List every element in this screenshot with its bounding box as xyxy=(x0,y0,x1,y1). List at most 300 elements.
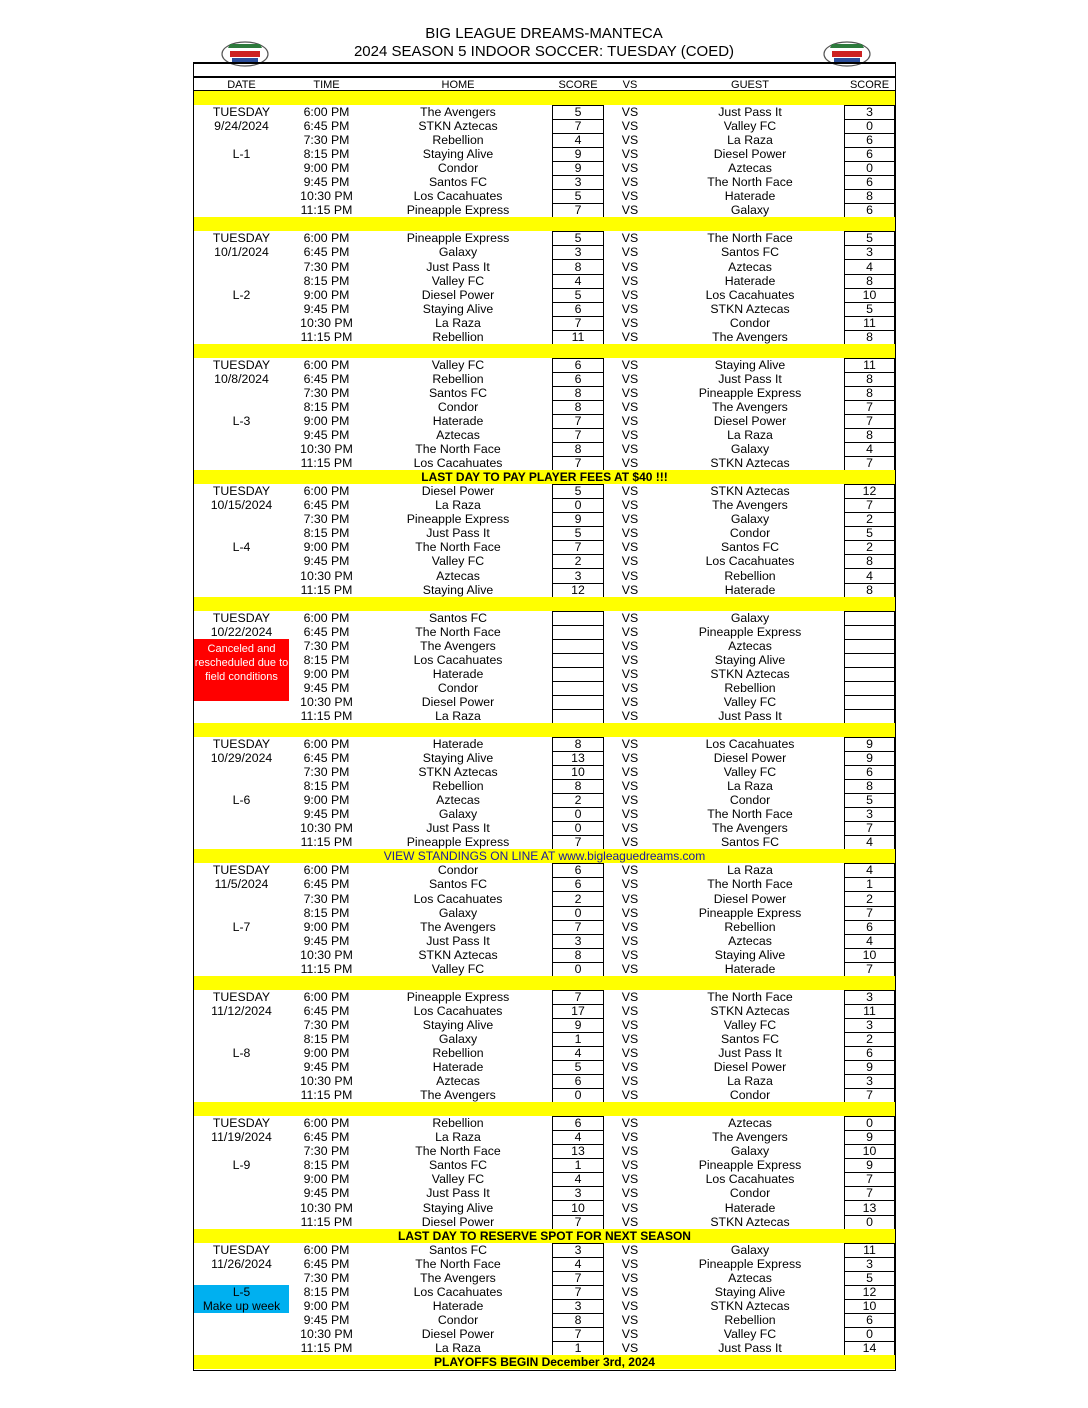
vs-label: VS xyxy=(621,835,639,850)
home-team: Condor xyxy=(437,1312,479,1327)
score-row-line xyxy=(553,667,603,668)
score-row-line xyxy=(845,639,894,640)
home-team: Los Cacahuates xyxy=(413,189,503,204)
home-score: 4 xyxy=(574,1256,582,1271)
game-time: 6:45 PM xyxy=(303,245,350,260)
home-score: 7 xyxy=(574,428,582,443)
score-row-line xyxy=(553,695,603,696)
home-team: Diesel Power xyxy=(421,694,495,709)
guest-team: Pineapple Express xyxy=(698,624,802,639)
vs-label: VS xyxy=(621,385,639,400)
guest-team: Diesel Power xyxy=(713,414,787,428)
home-team: Pineapple Express xyxy=(406,835,510,850)
game-time: 6:45 PM xyxy=(303,624,350,639)
game-time: 6:45 PM xyxy=(303,119,350,134)
guest-team: Los Cacahuates xyxy=(705,1172,795,1187)
guest-score: 12 xyxy=(862,484,877,499)
home-score: 7 xyxy=(574,540,582,555)
game-time: 11:15 PM xyxy=(300,1214,353,1229)
score-row-line xyxy=(553,709,603,710)
home-score: 1 xyxy=(574,1031,582,1046)
vs-label: VS xyxy=(621,498,639,513)
score-column-box xyxy=(844,611,895,723)
home-team: La Raza xyxy=(435,1340,481,1355)
home-score: 7 xyxy=(574,119,582,134)
score-column-box xyxy=(552,611,604,723)
guest-team: Staying Alive xyxy=(714,1284,786,1299)
guest-score: 3 xyxy=(866,989,873,1004)
week-date: 10/8/2024 xyxy=(214,371,269,386)
home-team: The Avengers xyxy=(420,105,496,119)
home-score: 7 xyxy=(574,989,582,1004)
home-score: 8 xyxy=(574,1312,582,1327)
home-score: 6 xyxy=(574,1074,582,1089)
vs-label: VS xyxy=(621,1256,639,1271)
guest-team: Los Cacahuates xyxy=(705,287,795,302)
guest-score: 8 xyxy=(866,189,873,204)
home-score: 2 xyxy=(574,891,582,906)
home-team: Just Pass It xyxy=(426,821,490,836)
guest-score: 6 xyxy=(866,1312,873,1327)
week-date: 10/22/2024 xyxy=(210,624,273,639)
vs-label: VS xyxy=(621,203,639,218)
guest-team: The North Face xyxy=(707,989,793,1004)
vs-label: VS xyxy=(621,287,639,302)
home-team: The Avengers xyxy=(420,1088,496,1103)
home-score: 0 xyxy=(574,498,582,513)
game-time: 7:30 PM xyxy=(303,638,350,653)
guest-team: Rebellion xyxy=(724,680,776,695)
guest-team: Aztecas xyxy=(728,933,772,948)
game-time: 9:00 PM xyxy=(303,1172,350,1187)
guest-score: 2 xyxy=(866,891,873,906)
guest-team: Santos FC xyxy=(720,835,780,850)
guest-score: 6 xyxy=(866,147,873,162)
vs-label: VS xyxy=(621,905,639,920)
vs-label: VS xyxy=(621,1060,639,1075)
home-score: 10 xyxy=(571,1200,585,1215)
guest-team: Pineapple Express xyxy=(698,905,802,920)
game-time: 6:00 PM xyxy=(303,989,350,1004)
guest-team: Staying Alive xyxy=(714,947,786,962)
vs-label: VS xyxy=(621,357,639,372)
guest-score: 6 xyxy=(866,765,873,780)
announcement-band: LAST DAY TO RESERVE SPOT FOR NEXT SEASON xyxy=(194,1229,895,1243)
home-score: 2 xyxy=(574,554,582,569)
week-label: L-2 xyxy=(232,287,251,302)
guest-team: La Raza xyxy=(727,133,773,148)
game-time: 6:00 PM xyxy=(303,1116,350,1131)
home-score: 0 xyxy=(574,905,582,920)
vs-label: VS xyxy=(621,863,639,878)
guest-score: 9 xyxy=(866,751,873,766)
guest-team: The North Face xyxy=(707,807,793,822)
vs-label: VS xyxy=(621,1270,639,1285)
game-time: 8:15 PM xyxy=(303,779,350,794)
guest-team: La Raza xyxy=(727,863,773,878)
home-team: STKN Aztecas xyxy=(418,119,498,134)
game-time: 9:45 PM xyxy=(303,680,350,695)
home-score: 6 xyxy=(574,863,582,878)
game-time: 6:45 PM xyxy=(303,751,350,766)
guest-team: Just Pass It xyxy=(718,371,782,386)
guest-score: 0 xyxy=(866,119,873,134)
week-day: TUESDAY xyxy=(212,989,271,1004)
guest-score: 3 xyxy=(866,1074,873,1089)
home-team: La Raza xyxy=(435,498,481,513)
week-date: 11/19/2024 xyxy=(211,1130,272,1145)
vs-label: VS xyxy=(621,765,639,780)
vs-label: VS xyxy=(621,1158,639,1173)
vs-label: VS xyxy=(621,1340,639,1355)
guest-score: 11 xyxy=(863,1003,876,1018)
game-time: 6:00 PM xyxy=(303,863,350,878)
home-team: Santos FC xyxy=(428,1158,488,1173)
game-time: 6:45 PM xyxy=(303,1003,350,1018)
home-score: 1 xyxy=(574,1158,582,1173)
home-team: Condor xyxy=(437,161,479,176)
vs-label: VS xyxy=(621,329,639,344)
guest-score: 3 xyxy=(866,245,873,260)
guest-score: 11 xyxy=(863,1242,876,1257)
guest-team: Haterade xyxy=(724,582,776,597)
week-separator-band xyxy=(194,91,895,105)
vs-label: VS xyxy=(621,1298,639,1313)
guest-score: 9 xyxy=(866,1130,873,1145)
game-time: 9:00 PM xyxy=(303,161,350,176)
week-separator-band xyxy=(194,1102,895,1116)
home-team: The North Face xyxy=(415,1256,501,1271)
guest-team: Valley FC xyxy=(723,119,777,134)
home-score: 0 xyxy=(574,807,582,822)
week-separator-band xyxy=(194,976,895,990)
guest-team: Valley FC xyxy=(723,694,777,709)
game-time: 7:30 PM xyxy=(303,385,350,400)
home-team: Rebellion xyxy=(432,133,484,148)
home-team: Los Cacahuates xyxy=(413,1284,503,1299)
vs-label: VS xyxy=(621,1031,639,1046)
guest-score: 7 xyxy=(866,821,873,836)
guest-team: The North Face xyxy=(707,231,793,246)
home-team: Santos FC xyxy=(428,610,488,625)
vs-label: VS xyxy=(621,554,639,569)
home-team: Staying Alive xyxy=(422,751,494,766)
game-time: 9:45 PM xyxy=(303,301,350,316)
home-score: 8 xyxy=(574,399,582,414)
col-date-header: DATE xyxy=(227,79,256,91)
home-score: 7 xyxy=(574,203,582,218)
game-time: 7:30 PM xyxy=(303,1270,350,1285)
guest-team: Aztecas xyxy=(728,1116,772,1131)
home-score: 5 xyxy=(574,287,582,302)
vs-label: VS xyxy=(621,540,639,555)
week-separator-band xyxy=(194,597,895,611)
guest-team: The North Face xyxy=(707,175,793,190)
game-time: 10:30 PM xyxy=(300,189,353,204)
announcement-band: LAST DAY TO PAY PLAYER FEES AT $40 !!! xyxy=(194,470,895,484)
guest-score: 5 xyxy=(866,526,873,541)
guest-team: La Raza xyxy=(727,1074,773,1089)
vs-label: VS xyxy=(621,610,639,625)
guest-team: Santos FC xyxy=(720,540,780,555)
home-score: 6 xyxy=(574,371,582,386)
season-title: 2024 SEASON 5 INDOOR SOCCER: TUESDAY (COED) xyxy=(353,43,735,60)
home-team: Condor xyxy=(437,863,479,878)
vs-label: VS xyxy=(621,399,639,414)
guest-score: 5 xyxy=(866,231,873,246)
vs-label: VS xyxy=(621,624,639,639)
guest-team: Just Pass It xyxy=(718,708,782,723)
guest-team: Condor xyxy=(729,526,771,541)
guest-score: 5 xyxy=(866,1270,873,1285)
vs-label: VS xyxy=(621,1046,639,1060)
guest-team: La Raza xyxy=(727,779,773,794)
home-score: 8 xyxy=(574,779,582,794)
game-time: 7:30 PM xyxy=(303,259,350,274)
col-guest-header: GUEST xyxy=(731,79,769,91)
home-score: 5 xyxy=(574,189,582,204)
home-team: Valley FC xyxy=(431,273,485,288)
score-row-line xyxy=(553,681,603,682)
guest-team: STKN Aztecas xyxy=(710,1298,790,1313)
week-date: 11/12/2024 xyxy=(211,1003,272,1018)
guest-score: 0 xyxy=(866,1326,873,1341)
guest-score: 0 xyxy=(866,1214,873,1229)
home-team: Condor xyxy=(437,680,479,695)
game-time: 6:00 PM xyxy=(303,105,350,119)
guest-score: 7 xyxy=(866,414,873,428)
home-team: Valley FC xyxy=(431,1172,485,1187)
makeup-week-box xyxy=(194,1285,289,1313)
guest-score: 11 xyxy=(863,357,876,372)
home-team: Aztecas xyxy=(436,428,480,443)
vs-label: VS xyxy=(621,1186,639,1201)
home-score: 9 xyxy=(574,1017,582,1032)
guest-team: Aztecas xyxy=(728,259,772,274)
week-date: 10/1/2024 xyxy=(214,245,269,260)
col-score-guest-header: SCORE xyxy=(849,79,890,91)
vs-label: VS xyxy=(621,526,639,541)
vs-label: VS xyxy=(621,1242,639,1257)
guest-team: Valley FC xyxy=(723,1326,777,1341)
vs-label: VS xyxy=(621,301,639,316)
game-time: 9:45 PM xyxy=(303,807,350,822)
col-score-home-header: SCORE xyxy=(558,79,598,91)
score-row-line xyxy=(553,653,603,654)
game-time: 6:00 PM xyxy=(303,610,350,625)
week-day: TUESDAY xyxy=(212,863,271,878)
guest-team: The Avengers xyxy=(712,399,788,414)
game-time: 10:30 PM xyxy=(300,821,353,836)
league-title: BIG LEAGUE DREAMS-MANTECA xyxy=(425,25,663,42)
guest-score: 7 xyxy=(866,1186,873,1201)
guest-team: La Raza xyxy=(727,428,773,443)
guest-team: Los Cacahuates xyxy=(705,737,795,751)
game-time: 11:15 PM xyxy=(300,456,353,471)
week-date: 11/26/2024 xyxy=(211,1256,272,1271)
game-time: 7:30 PM xyxy=(303,1144,350,1159)
announcement-band: PLAYOFFS BEGIN December 3rd, 2024 xyxy=(194,1355,895,1369)
game-time: 8:15 PM xyxy=(303,399,350,414)
guest-team: Staying Alive xyxy=(714,652,786,667)
home-team: Rebellion xyxy=(432,329,484,344)
home-score: 7 xyxy=(574,919,582,934)
home-score: 4 xyxy=(574,133,582,148)
guest-score: 14 xyxy=(862,1340,877,1355)
week-day: TUESDAY xyxy=(212,105,271,119)
guest-team: Rebellion xyxy=(724,1312,776,1327)
guest-score: 5 xyxy=(866,301,873,316)
game-time: 9:00 PM xyxy=(303,1298,350,1313)
vs-label: VS xyxy=(621,737,639,751)
home-score: 13 xyxy=(571,1144,585,1159)
game-time: 6:45 PM xyxy=(303,877,350,892)
cancel-note: Canceled and rescheduled due to field conditions xyxy=(194,639,289,701)
guest-score: 7 xyxy=(866,1088,873,1103)
vs-label: VS xyxy=(621,1312,639,1327)
guest-team: Valley FC xyxy=(723,765,777,780)
game-time: 9:45 PM xyxy=(303,1060,350,1075)
game-time: 10:30 PM xyxy=(300,442,353,457)
vs-label: VS xyxy=(621,793,639,808)
vs-label: VS xyxy=(621,1200,639,1215)
game-time: 6:00 PM xyxy=(303,231,350,246)
guest-team: Staying Alive xyxy=(714,357,786,372)
home-team: Condor xyxy=(437,399,479,414)
score-row-line xyxy=(845,695,894,696)
game-time: 6:00 PM xyxy=(303,737,350,751)
home-team: Galaxy xyxy=(438,807,478,822)
guest-team: Galaxy xyxy=(730,442,770,457)
guest-team: The Avengers xyxy=(712,821,788,836)
game-time: 6:45 PM xyxy=(303,371,350,386)
vs-label: VS xyxy=(621,1144,639,1159)
game-time: 11:15 PM xyxy=(300,835,353,850)
guest-team: Diesel Power xyxy=(713,751,787,766)
game-time: 9:00 PM xyxy=(303,793,350,808)
vs-label: VS xyxy=(621,315,639,330)
guest-team: Haterade xyxy=(724,273,776,288)
guest-score: 6 xyxy=(866,919,873,934)
vs-label: VS xyxy=(621,1003,639,1018)
week-day: TUESDAY xyxy=(212,737,271,751)
week-label: L-9 xyxy=(232,1158,251,1173)
makeup-week-note: Make up week xyxy=(202,1298,281,1313)
home-team: Rebellion xyxy=(432,1046,484,1060)
home-team: The North Face xyxy=(415,624,501,639)
home-score: 5 xyxy=(574,231,582,246)
home-team: Aztecas xyxy=(436,1074,480,1089)
guest-team: Pineapple Express xyxy=(698,385,802,400)
guest-score: 9 xyxy=(866,737,873,751)
home-team: Valley FC xyxy=(431,357,485,372)
vs-label: VS xyxy=(621,428,639,443)
home-team: Pineapple Express xyxy=(406,203,510,218)
guest-score: 4 xyxy=(866,442,873,457)
home-team: The Avengers xyxy=(420,1270,496,1285)
week-label: L-6 xyxy=(232,793,251,808)
game-time: 11:15 PM xyxy=(300,1340,353,1355)
home-team: Just Pass It xyxy=(426,933,490,948)
home-score: 12 xyxy=(571,582,585,597)
makeup-week-label: L-5 xyxy=(232,1284,251,1299)
guest-team: Santos FC xyxy=(720,245,780,260)
guest-team: Galaxy xyxy=(730,203,770,218)
vs-label: VS xyxy=(621,245,639,260)
vs-label: VS xyxy=(621,582,639,597)
home-team: Galaxy xyxy=(438,245,478,260)
home-score: 5 xyxy=(574,526,582,541)
guest-team: Galaxy xyxy=(730,512,770,527)
game-time: 10:30 PM xyxy=(300,947,353,962)
week-day: TUESDAY xyxy=(212,610,271,625)
home-team: Haterade xyxy=(432,414,484,428)
vs-label: VS xyxy=(621,1284,639,1299)
home-team: Diesel Power xyxy=(421,1214,495,1229)
game-time: 8:15 PM xyxy=(303,526,350,541)
guest-team: Galaxy xyxy=(730,1242,770,1257)
home-score: 4 xyxy=(574,273,582,288)
home-team: The Avengers xyxy=(420,919,496,934)
home-team: Staying Alive xyxy=(422,582,494,597)
guest-score: 9 xyxy=(866,1158,873,1173)
score-row-line xyxy=(553,611,603,612)
home-team: Staying Alive xyxy=(422,301,494,316)
vs-label: VS xyxy=(621,273,639,288)
home-score: 6 xyxy=(574,301,582,316)
guest-score: 1 xyxy=(866,877,873,892)
week-label: L-1 xyxy=(232,147,251,162)
vs-label: VS xyxy=(621,1017,639,1032)
vs-label: VS xyxy=(621,456,639,471)
home-score: 8 xyxy=(574,947,582,962)
guest-team: Diesel Power xyxy=(713,1060,787,1075)
vs-label: VS xyxy=(621,891,639,906)
game-time: 6:00 PM xyxy=(303,1242,350,1257)
game-time: 8:15 PM xyxy=(303,147,350,162)
guest-score: 0 xyxy=(866,161,873,176)
guest-score: 9 xyxy=(866,1060,873,1075)
guest-score: 8 xyxy=(866,428,873,443)
week-day: TUESDAY xyxy=(212,231,271,246)
vs-label: VS xyxy=(621,231,639,246)
home-score: 5 xyxy=(574,1060,582,1075)
home-score: 4 xyxy=(574,1130,582,1145)
week-date: 10/15/2024 xyxy=(210,498,273,513)
game-time: 9:45 PM xyxy=(303,933,350,948)
vs-label: VS xyxy=(621,638,639,653)
home-score: 7 xyxy=(574,315,582,330)
home-score: 6 xyxy=(574,877,582,892)
week-date: 10/29/2024 xyxy=(210,751,273,766)
score-row-line xyxy=(845,653,894,654)
vs-label: VS xyxy=(621,1130,639,1145)
week-day: TUESDAY xyxy=(212,1242,271,1257)
guest-score: 8 xyxy=(866,582,873,597)
home-team: Staying Alive xyxy=(422,1200,494,1215)
home-score: 1 xyxy=(574,1340,582,1355)
home-score: 7 xyxy=(574,414,582,428)
home-team: Haterade xyxy=(432,666,484,681)
game-time: 11:15 PM xyxy=(300,203,353,218)
vs-label: VS xyxy=(621,933,639,948)
game-time: 11:15 PM xyxy=(300,961,353,976)
vs-label: VS xyxy=(621,119,639,134)
game-time: 6:00 PM xyxy=(303,357,350,372)
guest-team: Aztecas xyxy=(728,638,772,653)
game-time: 8:15 PM xyxy=(303,905,350,920)
guest-team: Galaxy xyxy=(730,610,770,625)
